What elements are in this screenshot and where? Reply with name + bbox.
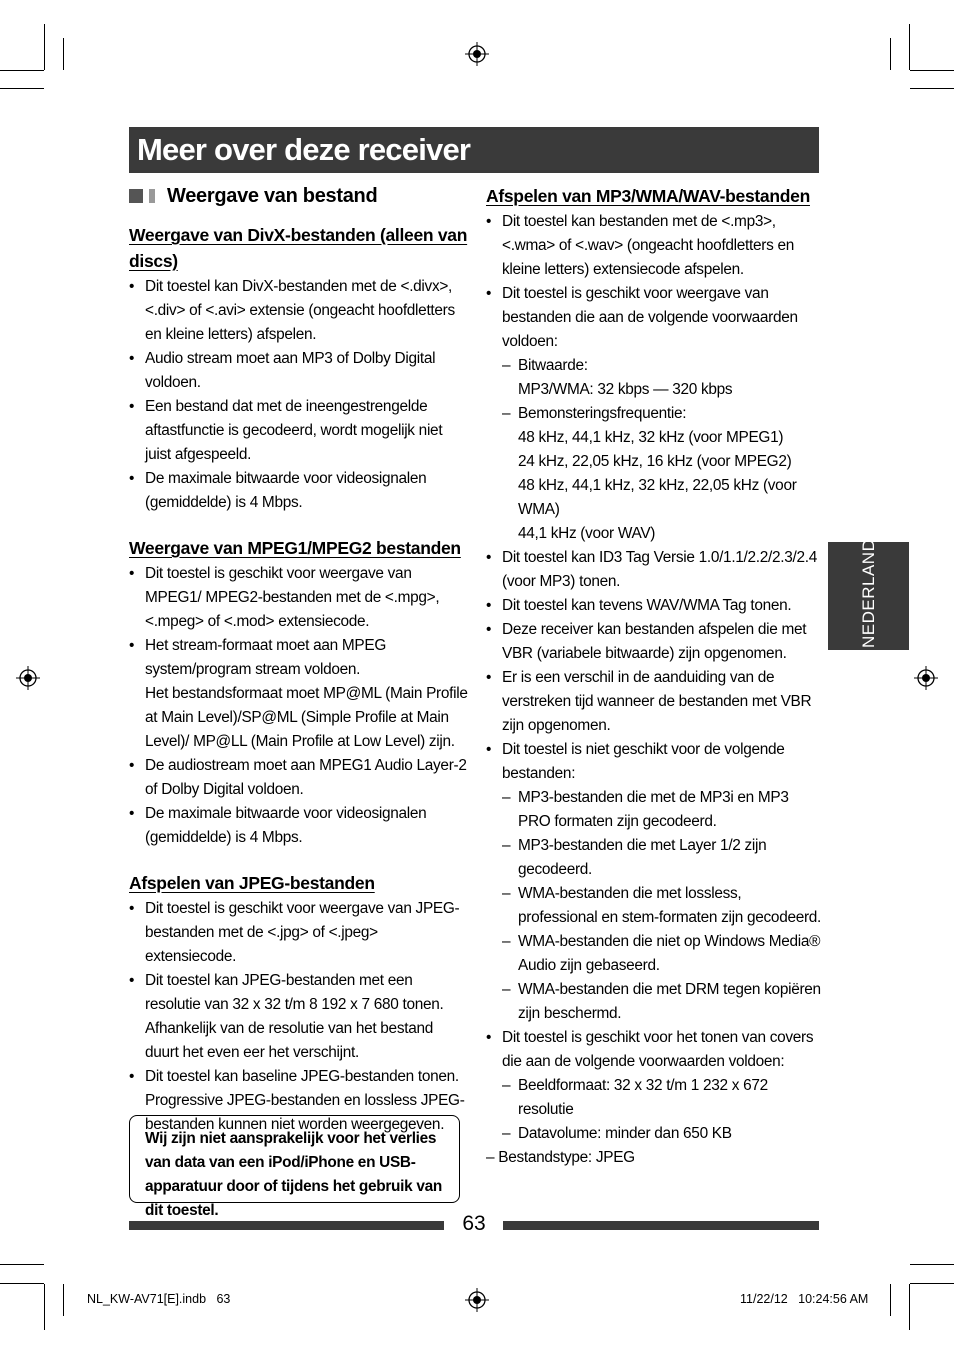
list-item-text: • Dit toestel is niet geschikt voor de volgende bestanden: [502,741,785,782]
crop-mark-icon [909,24,910,70]
sampling-value: 48 kHz, 44,1 kHz, 32 kHz (voor MPEG1) [518,429,784,446]
list-item-extra: Progressive JPEG-bestanden en lossless JPEG-bestanden kunnen niet worden weergegeven. [145,1092,465,1133]
mpeg-heading: Weergave van MPEG1/MPEG2 bestanden [129,538,461,558]
list-item [486,282,824,546]
list-item: • Dit toestel kan ID3 Tag Versie 1.0/1.1/2.2/2.3/2.4 (voor MP3) tonen. [486,546,824,594]
page-title: Meer over deze receiver [137,132,471,167]
section-heading-text: Weergave van bestand [167,185,378,207]
crop-mark-icon [63,1284,64,1316]
list-item: • Een bestand dat met de ineengestrengelde aftastfunctie is gecodeerd, wordt mogelijk niet juist afgespeeld. [129,395,469,467]
sub-item: – MP3-bestanden die met de MP3i en MP3 PRO formaten zijn gecodeerd. [502,786,824,834]
crop-mark-icon [44,24,45,70]
list-item: • Er is een verschil in de aanduiding van de verstreken tijd wanneer de bestanden met VBR zijn opgenomen. [486,666,824,738]
list-item [129,969,469,1065]
sub-item [502,402,824,546]
list-item: • Dit toestel kan bestanden met de <.mp3>, <.wma> of <.wav> (ongeacht hoofdletters en kleine letters) extensiecode afspelen. [486,210,824,282]
registration-mark-icon [914,666,938,690]
list-item: • Dit toestel is geschikt voor weergave van MPEG1/ MPEG2-bestanden met de <.mpg>, <.mpeg> of <.mod> extensiecode. [129,562,469,634]
notice-box: Wij zijn niet aansprakelijk voor het verlies van data van een iPod/iPhone en USB-apparatuur door of tijdens het gebruik van dit toestel. [129,1115,460,1203]
sub-item [502,354,824,402]
registration-mark-icon [465,42,489,66]
crop-mark-icon [910,1283,954,1284]
right-column [486,182,824,1170]
list-item [129,634,469,754]
section-square-icon [129,189,143,203]
footer-bar-right [503,1221,819,1230]
list-item-text: Dit toestel kan baseline JPEG-bestanden tonen. [145,1068,459,1085]
section-square-icon [149,189,155,203]
crop-mark-icon [0,88,44,89]
divx-list [129,275,469,515]
sampling-label: – Bemonsteringsfrequentie: [518,405,687,422]
list-item: • Dit toestel kan tevens WAV/WMA Tag tonen. [486,594,824,618]
title-bar [129,127,819,173]
page-number: 63 [462,1212,486,1235]
registration-mark-icon [16,666,40,690]
footer-bar-left [129,1221,444,1230]
bitrate-label: – Bitwaarde: [518,357,588,374]
sampling-value: 44,1 kHz (voor WAV) [518,525,656,542]
jpeg-list [129,897,469,1137]
list-item-text: • Dit toestel is geschikt voor weergave van bestanden die aan de volgende voorwaarden voldoen: [502,285,798,350]
sub-item: – Datavolume: minder dan 650 KB [502,1122,824,1146]
sub-item: – WMA-bestanden die met DRM tegen kopiëren zijn beschermd. [502,978,824,1026]
sub-item: – MP3-bestanden die met Layer 1/2 zijn gecodeerd. [502,834,824,882]
list-item-extra: Afhankelijk van de resolutie van het bestand duurt het even eer het verschijnt. [145,1020,433,1061]
crop-mark-icon [44,1284,45,1330]
list-item: • Dit toestel is geschikt voor weergave van JPEG-bestanden met de <.jpg> of <.jpeg> extensiecode. [129,897,469,969]
list-item [486,1026,824,1146]
crop-mark-icon [910,1264,954,1265]
jpeg-heading: Afspelen van JPEG-bestanden [129,873,375,893]
footer-file-info: NL_KW-AV71[E].indb 63 [87,1292,231,1306]
crop-mark-icon [0,1264,44,1265]
list-item: • Deze receiver kan bestanden afspelen die met VBR (variabele bitwaarde) zijn opgenomen. [486,618,824,666]
divx-heading: Weergave van DivX-bestanden (alleen van discs) [129,225,468,271]
list-item-extra: Het bestandsformaat moet MP@ML (Main Profile at Main Level)/SP@ML (Simple Profile at Main Level)/ MP@LL (Main Profile at Low Level) zijn. [145,685,468,750]
sub-item: – Beeldformaat: 32 x 32 t/m 1 232 x 672 resolutie [502,1074,824,1122]
crop-mark-icon [910,70,954,71]
sub-item: – WMA-bestanden die niet op Windows Media® Audio zijn gebaseerd. [502,930,824,978]
crop-mark-icon [910,88,954,89]
bitrate-value: MP3/WMA: 32 kbps — 320 kbps [518,381,733,398]
list-item-text: Het stream-formaat moet aan MPEG system/program stream voldoen. [145,637,387,678]
list-item: • De audiostream moet aan MPEG1 Audio Layer-2 of Dolby Digital voldoen. [129,754,469,802]
list-item [486,738,824,1026]
crop-mark-icon [890,1284,891,1316]
crop-mark-icon [0,1283,44,1284]
list-item-text: Dit toestel kan JPEG-bestanden met een resolutie van 32 x 32 t/m 8 192 x 7 680 tonen. [145,972,444,1013]
language-tab-label: NEDERLANDS [859,526,878,648]
crop-mark-icon [63,38,64,70]
list-item: • De maximale bitwaarde voor videosignalen (gemiddelde) is 4 Mbps. [129,802,469,850]
list-item-text: • Dit toestel is geschikt voor het tonen van covers die aan de volgende voorwaarden voldoen: [502,1029,814,1070]
crop-mark-icon [0,70,44,71]
sub-item: – WMA-bestanden die met lossless, professional en stem-formaten zijn gecodeerd. [502,882,824,930]
mpeg-list [129,562,469,850]
sampling-value: 24 kHz, 22,05 kHz, 16 kHz (voor MPEG2) [518,453,792,470]
language-tab [828,526,909,650]
list-item: • Audio stream moet aan MP3 of Dolby Digital voldoen. [129,347,469,395]
list-item: • Dit toestel kan DivX-bestanden met de <.divx>, <.div> of <.avi> extensie (ongeacht hoofdletters en kleine letters) afspelen. [129,275,469,347]
crop-mark-icon [890,38,891,70]
sampling-value: 48 kHz, 44,1 kHz, 32 kHz, 22,05 kHz (voor WMA) [518,477,797,518]
registration-mark-icon [465,1288,489,1312]
footer-timestamp: 11/22/12 10:24:56 AM [740,1292,869,1306]
section-heading [129,182,469,210]
list-item: • De maximale bitwaarde voor videosignalen (gemiddelde) is 4 Mbps. [129,467,469,515]
crop-mark-icon [909,1284,910,1330]
mp3-heading: Afspelen van MP3/WMA/WAV-bestanden [486,186,810,206]
sub-item-plain: – Bestandstype: JPEG [486,1149,635,1166]
mp3-list [486,210,824,1146]
left-column [129,182,469,1157]
